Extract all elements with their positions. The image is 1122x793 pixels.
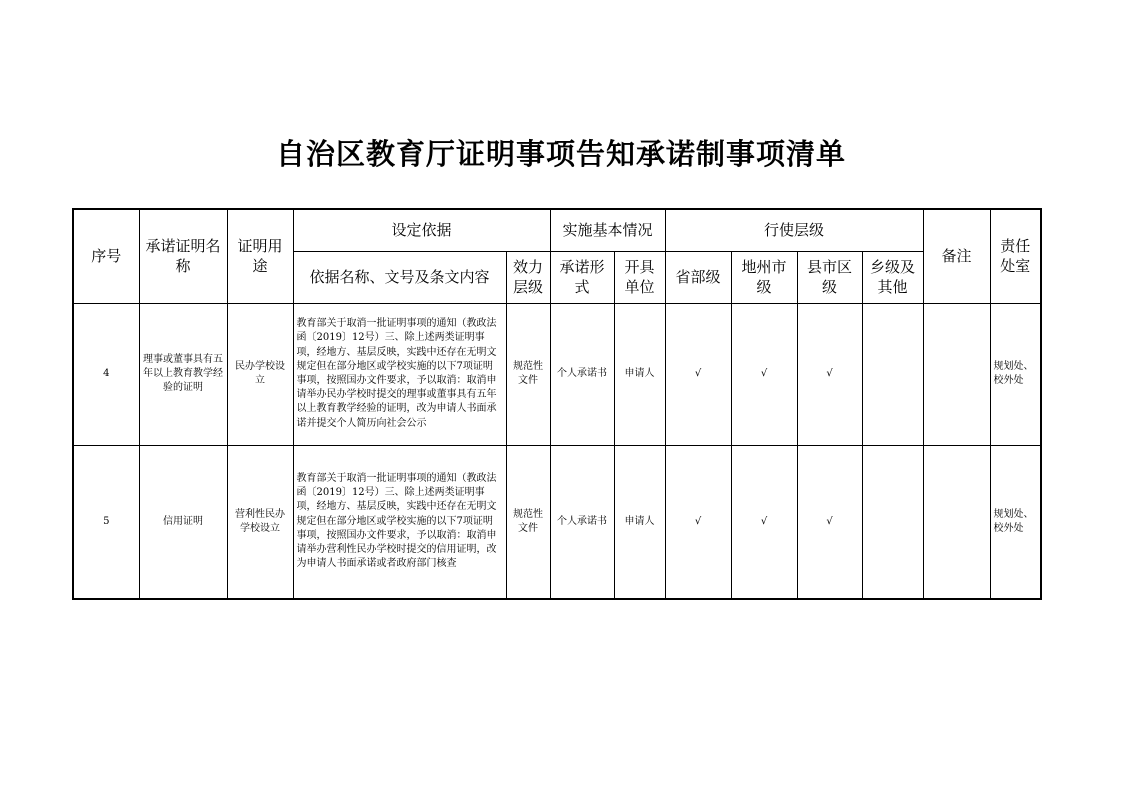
row-impl-unit: 申请人 [614, 303, 665, 445]
page-title: 自治区教育厅证明事项告知承诺制事项清单 [275, 137, 846, 171]
row-level-town [862, 445, 923, 599]
row-impl-unit: 申请人 [614, 445, 665, 599]
header-basis-level: 效力层级 [506, 251, 550, 303]
header-basis-doc: 依据名称、文号及条文内容 [293, 251, 506, 303]
row-basis-doc: 教育部关于取消一批证明事项的通知（教政法函〔2019〕12号）三、除上述两类证明事项，经地方、基层反映，实践中还存在无明文规定但在部分地区或学校实施的以下7项证明事项，按照国办文件要求，予以取消：取消申请举办营利性民办学校时提交的信用证明，改为申请人书面承诺或者政府部门核查 [293, 445, 506, 599]
header-level-pref: 地州市级 [731, 251, 797, 303]
row-cert-name: 信用证明 [139, 445, 227, 599]
row-cert-use: 营利性民办学校设立 [227, 445, 293, 599]
table-row [73, 303, 1041, 445]
header-cert-name: 承诺证明名称 [139, 209, 227, 303]
table-row [73, 445, 1041, 599]
row-remark [923, 303, 990, 445]
row-level-county: √ [797, 303, 862, 445]
row-level-pref: √ [731, 303, 797, 445]
row-level-town [862, 303, 923, 445]
row-level-prov: √ [665, 303, 731, 445]
header-impl-group: 实施基本情况 [550, 209, 665, 251]
header-impl-form: 承诺形式 [550, 251, 614, 303]
header-basis-group: 设定依据 [293, 209, 550, 251]
header-level-county: 县市区级 [797, 251, 862, 303]
row-remark [923, 445, 990, 599]
header-level-prov: 省部级 [665, 251, 731, 303]
row-basis-level: 规范性文件 [506, 445, 550, 599]
header-dept: 责任处室 [990, 209, 1041, 303]
row-level-pref: √ [731, 445, 797, 599]
row-dept: 规划处、校外处 [990, 445, 1041, 599]
header-impl-unit: 开具单位 [614, 251, 665, 303]
header-level-group: 行使层级 [665, 209, 923, 251]
row-seq: 5 [73, 445, 139, 599]
row-level-prov: √ [665, 445, 731, 599]
row-cert-name: 理事或董事具有五年以上教育教学经验的证明 [139, 303, 227, 445]
header-level-town: 乡级及其他 [862, 251, 923, 303]
row-seq: 4 [73, 303, 139, 445]
row-cert-use: 民办学校设立 [227, 303, 293, 445]
header-cert-use: 证明用途 [227, 209, 293, 303]
commitment-table [72, 208, 1042, 600]
header-seq: 序号 [73, 209, 139, 303]
row-dept: 规划处、校外处 [990, 303, 1041, 445]
row-basis-level: 规范性文件 [506, 303, 550, 445]
row-impl-form: 个人承诺书 [550, 445, 614, 599]
row-impl-form: 个人承诺书 [550, 303, 614, 445]
row-basis-doc: 教育部关于取消一批证明事项的通知（教政法函〔2019〕12号）三、除上述两类证明事项，经地方、基层反映，实践中还存在无明文规定但在部分地区或学校实施的以下7项证明事项，按照国办文件要求，予以取消：取消申请举办民办学校时提交的理事或董事具有五年以上教育教学经验的证明，改为申请人书面承诺并提交个人简历向社会公示 [293, 303, 506, 445]
header-remark: 备注 [923, 209, 990, 303]
row-level-county: √ [797, 445, 862, 599]
